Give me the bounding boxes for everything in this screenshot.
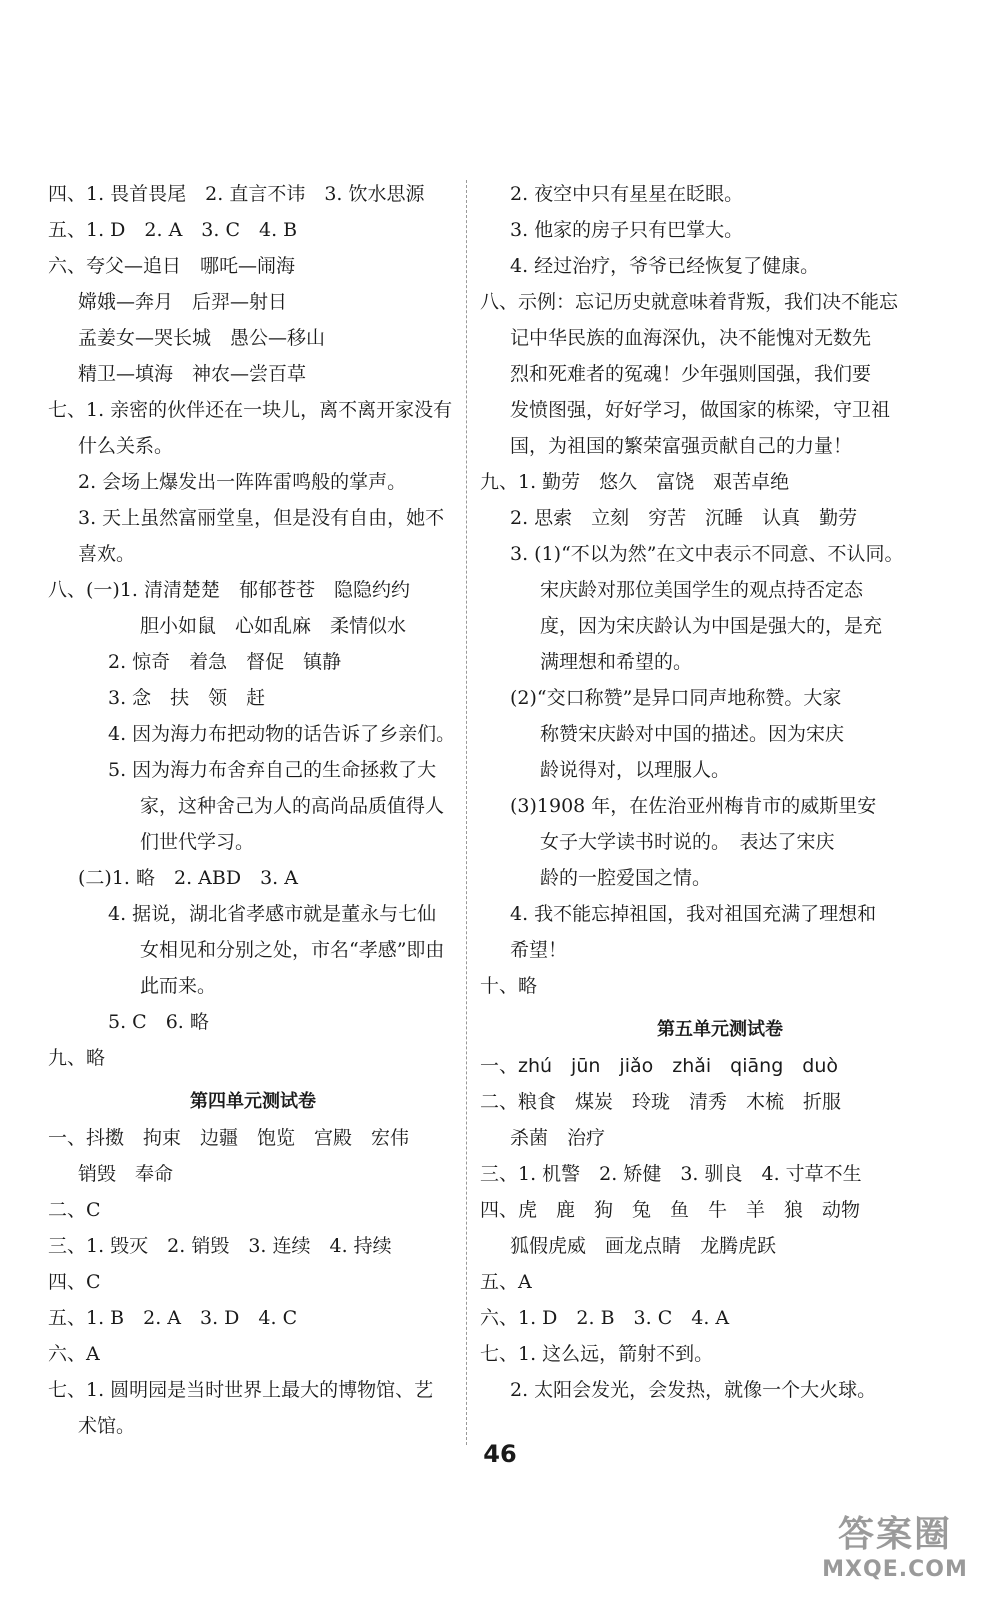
watermark-logo	[815, 1506, 975, 1582]
answer-line: 四、虎 鹿 狗 兔 鱼 牛 羊 狼 动物	[480, 1199, 861, 1221]
section-gap	[48, 1076, 458, 1084]
answer-line: 2. 思索 立刻 穷苦 沉睡 认真 勤劳	[510, 507, 858, 529]
answer-line: 四、1. 畏首畏尾 2. 直言不讳 3. 饮水思源	[48, 183, 425, 205]
answer-line: (3)1908 年，在佐治亚州梅肯市的威斯里安	[510, 795, 877, 817]
answer-line: 二、粮食 煤炭 玲珑 清秀 木梳 折服	[480, 1091, 842, 1113]
answer-line: 六、1. D 2. B 3. C 4. A	[480, 1307, 730, 1329]
answer-line: 狐假虎威 画龙点睛 龙腾虎跃	[510, 1235, 777, 1257]
answer-line: 七、1. 这么远，箭射不到。	[480, 1343, 714, 1365]
answer-line: 此而来。	[140, 975, 217, 997]
answer-line: 们世代学习。	[140, 831, 255, 853]
answer-line: 四、C	[48, 1271, 101, 1293]
answer-line: 六、夸父—追日 哪吒—闹海	[48, 255, 296, 277]
answer-line: 十、略	[480, 975, 538, 997]
answer-line: 龄的一腔爱国之情。	[540, 867, 712, 889]
answer-line: 3. 念 扶 领 赶	[108, 687, 266, 709]
answer-line: 一、抖擞 拘束 边疆 饱览 宫殿 宏伟	[48, 1127, 410, 1149]
answer-line: 八、(一)1. 清清楚楚 郁郁苍苍 隐隐约约	[48, 579, 410, 601]
answer-line: 三、1. 机警 2. 矫健 3. 驯良 4. 寸草不生	[480, 1163, 862, 1185]
answer-line: 六、A	[48, 1343, 100, 1365]
section-gap	[480, 1004, 960, 1012]
section-heading: 第四单元测试卷	[190, 1091, 316, 1112]
answer-line: 烈和死难者的冤魂！少年强则国强，我们要	[510, 363, 872, 385]
answer-line: 女相见和分别之处，市名“孝感”即由	[140, 939, 445, 961]
answer-line: 2. 夜空中只有星星在眨眼。	[510, 183, 744, 205]
answer-line: 九、1. 勤劳 悠久 富饶 艰苦卓绝	[480, 471, 790, 493]
answer-line: 喜欢。	[78, 543, 136, 565]
answer-line: 2. 会场上爆发出一阵阵雷鸣般的掌声。	[78, 471, 407, 493]
answer-line: 4. 经过治疗，爷爷已经恢复了健康。	[510, 255, 820, 277]
answer-line: (二)1. 略 2. ABD 3. A	[78, 867, 298, 889]
answer-line: 度，因为宋庆龄认为中国是强大的，是充	[540, 615, 883, 637]
answer-line: 4. 我不能忘掉祖国，我对祖国充满了理想和	[510, 903, 877, 925]
answer-line: 七、1. 亲密的伙伴还在一块儿，离不离开家没有	[48, 399, 453, 421]
answer-line: 销毁 奉命	[78, 1163, 174, 1185]
watermark-url: MXQE.COM	[822, 1557, 968, 1582]
answer-line: 八、示例：忘记历史就意味着背叛，我们决不能忘	[480, 291, 899, 313]
watermark-text: 答案圈	[837, 1514, 952, 1555]
answer-line: 杀菌 治疗	[510, 1127, 606, 1149]
answer-line: 三、1. 毁灭 2. 销毁 3. 连续 4. 持续	[48, 1235, 392, 1257]
right-column	[480, 176, 960, 1408]
answer-line: 嫦娥—奔月 后羿—射日	[78, 291, 288, 313]
column-divider	[466, 180, 467, 1445]
answer-line: 五、A	[480, 1271, 532, 1293]
answer-line: 称赞宋庆龄对中国的描述。因为宋庆	[540, 723, 845, 745]
answer-line: 满理想和希望的。	[540, 651, 693, 673]
answer-line: 5. C 6. 略	[108, 1011, 209, 1033]
answer-line: 希望！	[510, 939, 568, 961]
answer-line: 记中华民族的血海深仇，决不能愧对无数先	[510, 327, 872, 349]
answer-line: 精卫—填海 神农—尝百草	[78, 363, 307, 385]
answer-line: 孟姜女—哭长城 愚公—移山	[78, 327, 326, 349]
left-column	[48, 176, 458, 1444]
answer-line: 5. 因为海力布舍弃自己的生命拯救了大	[108, 759, 437, 781]
answer-line: 宋庆龄对那位美国学生的观点持否定态	[540, 579, 864, 601]
answer-line: 国，为祖国的繁荣富强贡献自己的力量！	[510, 435, 853, 457]
answer-line: 发愤图强，好好学习，做国家的栋梁，守卫祖	[510, 399, 891, 421]
answer-line: 二、C	[48, 1199, 101, 1221]
answer-line: 4. 因为海力布把动物的话告诉了乡亲们。	[108, 723, 456, 745]
answer-line: 胆小如鼠 心如乱麻 柔情似水	[140, 615, 407, 637]
answer-line: 女子大学读书时说的。 表达了宋庆	[540, 831, 835, 853]
answer-line: 术馆。	[78, 1415, 136, 1437]
answer-line: 什么关系。	[78, 435, 174, 457]
page-number: 46	[483, 1440, 517, 1468]
answer-line: 九、略	[48, 1047, 106, 1069]
answer-line: 龄说得对，以理服人。	[540, 759, 731, 781]
section-heading: 第五单元测试卷	[657, 1019, 783, 1040]
answer-line: 五、1. B 2. A 3. D 4. C	[48, 1307, 298, 1329]
answer-line: 五、1. D 2. A 3. C 4. B	[48, 219, 298, 241]
answer-line: 3. 他家的房子只有巴掌大。	[510, 219, 744, 241]
answer-line: 2. 惊奇 着急 督促 镇静	[108, 651, 342, 673]
answer-line: 4. 据说，湖北省孝感市就是董永与七仙	[108, 903, 437, 925]
answer-line: 一、zhú jūn jiǎo zhǎi qiāng duò	[480, 1055, 838, 1077]
answer-line: 七、1. 圆明园是当时世界上最大的博物馆、艺	[48, 1379, 434, 1401]
answer-line: 3. (1)“不以为然”在文中表示不同意、不认同。	[510, 543, 904, 565]
answer-line: 3. 天上虽然富丽堂皇，但是没有自由，她不	[78, 507, 445, 529]
answer-line: 2. 太阳会发光，会发热，就像一个大火球。	[510, 1379, 877, 1401]
answer-line: 家，这种舍己为人的高尚品质值得人	[140, 795, 445, 817]
answer-line: (2)“交口称赞”是异口同声地称赞。大家	[510, 687, 842, 709]
